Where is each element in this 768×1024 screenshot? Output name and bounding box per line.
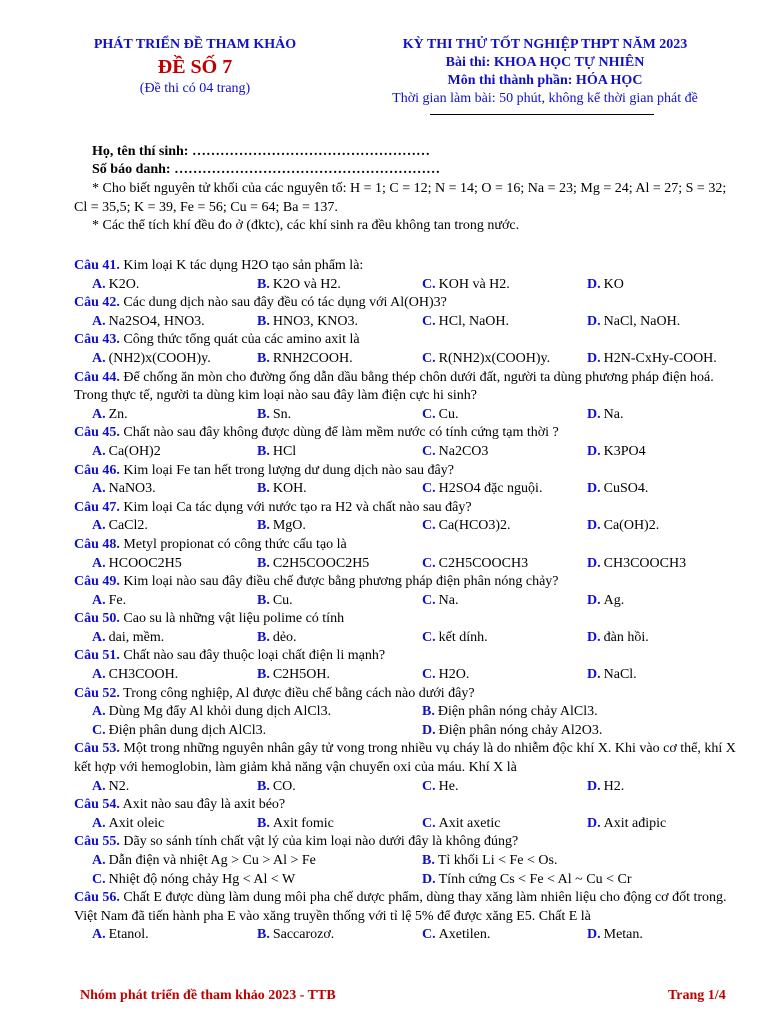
option-text: CH3COOH. xyxy=(108,667,179,683)
option-text: Na. xyxy=(438,592,459,608)
options-row xyxy=(74,555,736,574)
question-block xyxy=(74,294,736,331)
option-letter: D. xyxy=(587,350,601,366)
answer-option xyxy=(239,406,404,425)
option-text: H2O. xyxy=(438,667,470,683)
option-letter: B. xyxy=(257,927,270,943)
option-text: NaNO3. xyxy=(108,481,156,497)
answer-option xyxy=(404,629,569,648)
answer-option xyxy=(569,350,734,369)
option-text: H2N-CxHy-COOH. xyxy=(603,350,717,366)
option-letter: D. xyxy=(587,555,601,571)
answer-option xyxy=(74,926,239,945)
question-number: Câu 47. xyxy=(74,499,120,515)
option-letter: B. xyxy=(257,592,270,608)
exam-title: KỲ THI THỬ TỐT NGHIỆP THPT NĂM 2023 xyxy=(402,37,688,52)
option-text: CaCl2. xyxy=(108,518,148,534)
question-text: Kim loại Ca tác dụng với nước tạo ra H2 và chất nào sau đây? xyxy=(119,499,472,515)
answer-option xyxy=(404,276,569,295)
answer-option xyxy=(404,666,569,685)
option-text: dai, mềm. xyxy=(108,629,165,645)
question-block xyxy=(74,499,736,536)
answer-option xyxy=(239,778,404,797)
question-text: Cao su là những vật liệu polime có tính xyxy=(119,611,345,627)
options-row xyxy=(74,592,736,611)
question-text: Để chống ăn mòn cho đường ống dẫn dầu bằng thép chôn dưới đất, người ta dùng phương pháp điện hoá. Trong thực tế, người ta dùng kim loại nào sau đây làm điện cực hi sinh? xyxy=(74,369,714,404)
answer-option xyxy=(239,926,404,945)
option-letter: B. xyxy=(257,778,270,794)
option-text: Điện phân nóng chảy AlCl3. xyxy=(437,704,598,720)
exam-number-title: ĐỀ SỐ 7 xyxy=(157,56,233,78)
option-letter: C. xyxy=(422,667,436,683)
question-stem xyxy=(74,647,736,666)
question-text: Các dung dịch nào sau đây đều có tác dụng với Al(OH)3? xyxy=(119,295,447,311)
question-number: Câu 51. xyxy=(74,648,120,664)
question-stem xyxy=(74,833,736,852)
answer-option xyxy=(404,517,569,536)
option-letter: B. xyxy=(257,406,270,422)
question-stem xyxy=(74,462,736,481)
exam-subject: Bài thi: KHOA HỌC TỰ NHIÊN xyxy=(445,55,645,70)
question-text: Chất nào sau đây thuộc loại chất điện li mạnh? xyxy=(119,648,386,664)
option-text: Ca(OH)2 xyxy=(108,443,161,459)
answer-option xyxy=(239,629,404,648)
option-text: dẻo. xyxy=(272,629,297,645)
option-letter: D. xyxy=(587,592,601,608)
option-letter: C. xyxy=(422,927,436,943)
option-text: Axit oleic xyxy=(108,815,165,831)
question-block xyxy=(74,573,736,610)
option-letter: D. xyxy=(587,778,601,794)
option-letter: D. xyxy=(587,443,601,459)
answer-option xyxy=(74,703,404,722)
answer-option xyxy=(239,592,404,611)
answer-option xyxy=(404,852,734,871)
option-letter: B. xyxy=(257,481,270,497)
option-letter: B. xyxy=(257,443,270,459)
option-text: Axetilen. xyxy=(438,927,491,943)
option-text: Na2CO3 xyxy=(438,443,489,459)
answer-option xyxy=(569,313,734,332)
question-text: Metyl propionat có công thức cấu tạo là xyxy=(119,536,347,552)
answer-option xyxy=(569,555,734,574)
option-letter: D. xyxy=(587,313,601,329)
option-text: KOH. xyxy=(272,481,307,497)
answer-option xyxy=(74,276,239,295)
options-row xyxy=(74,406,736,425)
footer-group-name: Nhóm phát triển đề tham khảo 2023 - TTB xyxy=(80,988,336,1003)
option-text: KO xyxy=(603,276,624,292)
source-label: PHÁT TRIỂN ĐỀ THAM KHẢO xyxy=(93,37,297,52)
answer-option xyxy=(239,350,404,369)
option-letter: A. xyxy=(92,555,106,571)
answer-option xyxy=(404,871,734,890)
option-letter: C. xyxy=(422,481,436,497)
question-number: Câu 48. xyxy=(74,536,120,552)
answer-option xyxy=(239,276,404,295)
question-block xyxy=(74,369,736,425)
option-text: R(NH2)x(COOH)y. xyxy=(438,350,551,366)
option-text: Etanol. xyxy=(108,927,149,943)
answer-option xyxy=(74,592,239,611)
answer-option xyxy=(74,815,239,834)
question-number: Câu 56. xyxy=(74,890,120,906)
footer-page-number: Trang 1/4 xyxy=(668,988,726,1003)
option-letter: A. xyxy=(92,313,106,329)
answer-option xyxy=(404,350,569,369)
question-stem xyxy=(74,573,736,592)
question-text: Một trong những nguyên nhân gây tử vong trong nhiều vụ cháy là do nhiễm độc khí X. Khi vào cơ thể, khí X kết hợp với hemoglobin, làm giảm khả năng vận chuyển oxi của máu. Khí X là xyxy=(74,741,736,776)
option-text: CH3COOCH3 xyxy=(603,555,687,571)
option-letter: A. xyxy=(92,667,106,683)
question-stem xyxy=(74,685,736,704)
option-letter: D. xyxy=(587,481,601,497)
option-letter: C. xyxy=(422,518,436,534)
option-text: K2O và H2. xyxy=(272,276,341,292)
answer-option xyxy=(74,778,239,797)
answer-option xyxy=(404,313,569,332)
option-letter: A. xyxy=(92,778,106,794)
option-letter: C. xyxy=(422,406,436,422)
option-letter: B. xyxy=(257,313,270,329)
options-row xyxy=(74,703,736,722)
candidate-number-field: Số báo danh: ………………………………………………… xyxy=(92,162,441,177)
option-letter: C. xyxy=(422,276,436,292)
option-text: K3PO4 xyxy=(603,443,646,459)
option-letter: A. xyxy=(92,629,106,645)
option-letter: A. xyxy=(92,350,106,366)
question-stem xyxy=(74,740,736,777)
answer-option xyxy=(404,592,569,611)
question-stem xyxy=(74,889,736,926)
option-letter: A. xyxy=(92,481,106,497)
answer-option xyxy=(74,666,239,685)
option-letter: B. xyxy=(257,518,270,534)
option-letter: D. xyxy=(587,629,601,645)
question-text: Công thức tổng quát của các amino axit là xyxy=(119,332,360,348)
option-text: đàn hồi. xyxy=(603,629,649,645)
option-text: HCOOC2H5 xyxy=(108,555,182,571)
question-number: Câu 43. xyxy=(74,332,120,348)
question-number: Câu 52. xyxy=(74,685,120,701)
page-count-note: (Đề thi có 04 trang) xyxy=(139,81,251,96)
answer-option xyxy=(74,871,404,890)
option-letter: C. xyxy=(92,871,106,887)
question-block xyxy=(74,685,736,741)
header-right xyxy=(350,36,740,108)
option-text: HCl xyxy=(272,443,297,459)
answer-option xyxy=(74,480,239,499)
question-block xyxy=(74,257,736,294)
question-number: Câu 46. xyxy=(74,462,120,478)
answer-option xyxy=(74,852,404,871)
question-stem xyxy=(74,424,736,443)
option-text: Fe. xyxy=(108,592,127,608)
candidate-name-field: Họ, tên thí sinh: …………………………………………… xyxy=(92,144,430,159)
option-text: H2SO4 đặc nguội. xyxy=(438,481,543,497)
options-row xyxy=(74,926,736,945)
options-row xyxy=(74,443,736,462)
question-text: Chất nào sau đây không được dùng để làm mềm nước có tính cứng tạm thời ? xyxy=(119,425,559,441)
option-letter: C. xyxy=(422,629,436,645)
answer-option xyxy=(569,406,734,425)
option-letter: C. xyxy=(422,592,436,608)
option-letter: D. xyxy=(422,722,436,738)
option-letter: A. xyxy=(92,853,106,868)
option-text: Axit fomic xyxy=(272,815,334,831)
header-left xyxy=(60,36,330,98)
option-letter: C. xyxy=(92,722,106,738)
options-row xyxy=(74,871,736,890)
question-block xyxy=(74,610,736,647)
answer-option xyxy=(74,629,239,648)
atomic-mass-note: * Cho biết nguyên tử khối của các nguyên tố: H = 1; C = 12; N = 14; O = 16; Na = 23; Mg = 24; Al = 27; S = 32; Cl = 35,5; K = 39, Fe = 56; Cu = 64; Ba = 137. xyxy=(74,181,727,215)
header-underline xyxy=(430,114,654,115)
option-letter: A. xyxy=(92,592,106,608)
option-text: NaCl, NaOH. xyxy=(603,313,681,329)
question-number: Câu 55. xyxy=(74,834,120,850)
option-text: CuSO4. xyxy=(603,481,649,497)
exam-duration: Thời gian làm bài: 50 phút, không kể thời gian phát đề xyxy=(392,91,698,106)
question-block xyxy=(74,740,736,796)
answer-option xyxy=(74,406,239,425)
option-letter: D. xyxy=(587,815,601,831)
option-text: KOH và H2. xyxy=(438,276,510,292)
answer-option xyxy=(569,480,734,499)
answer-option xyxy=(239,480,404,499)
answer-option xyxy=(404,815,569,834)
option-text: Na. xyxy=(603,406,624,422)
question-number: Câu 45. xyxy=(74,425,120,441)
options-row xyxy=(74,666,736,685)
option-letter: C. xyxy=(422,778,436,794)
options-row xyxy=(74,480,736,499)
question-block xyxy=(74,796,736,833)
answer-option xyxy=(74,722,404,741)
option-text: Na2SO4, HNO3. xyxy=(108,313,205,329)
question-text: Axit nào sau đây là axit béo? xyxy=(119,797,286,813)
question-stem xyxy=(74,294,736,313)
answer-option xyxy=(569,276,734,295)
question-text: Dãy so sánh tính chất vật lý của kim loại nào dưới đây là không đúng? xyxy=(119,834,519,850)
option-letter: D. xyxy=(587,927,601,943)
option-text: kết dính. xyxy=(438,629,488,645)
option-text: C2H5COOCH3 xyxy=(438,555,529,571)
option-text: Điện phân nóng chảy Al2O3. xyxy=(438,722,603,738)
options-row xyxy=(74,815,736,834)
option-text: HCl, NaOH. xyxy=(438,313,510,329)
question-number: Câu 54. xyxy=(74,797,120,813)
question-number: Câu 44. xyxy=(74,369,120,385)
option-letter: A. xyxy=(92,927,106,943)
option-text: Điện phân dung dịch AlCl3. xyxy=(108,722,267,738)
question-block xyxy=(74,536,736,573)
answer-option xyxy=(569,666,734,685)
options-row xyxy=(74,629,736,648)
options-row xyxy=(74,722,736,741)
option-text: RNH2COOH. xyxy=(272,350,353,366)
option-text: Tỉ khối Li < Fe < Os. xyxy=(437,853,558,868)
question-block xyxy=(74,647,736,684)
answer-option xyxy=(569,517,734,536)
answer-option xyxy=(569,443,734,462)
question-number: Câu 42. xyxy=(74,295,120,311)
question-list xyxy=(74,257,736,945)
answer-option xyxy=(239,815,404,834)
options-row xyxy=(74,778,736,797)
answer-option xyxy=(74,517,239,536)
option-text: MgO. xyxy=(272,518,306,534)
question-block xyxy=(74,889,736,945)
option-letter: B. xyxy=(422,704,435,720)
question-block xyxy=(74,424,736,461)
option-text: Metan. xyxy=(603,927,643,943)
option-text: Cu. xyxy=(272,592,293,608)
question-stem xyxy=(74,331,736,350)
answer-option xyxy=(239,666,404,685)
option-letter: C. xyxy=(422,815,436,831)
option-letter: C. xyxy=(422,350,436,366)
option-letter: B. xyxy=(257,815,270,831)
options-row xyxy=(74,313,736,332)
option-text: H2. xyxy=(603,778,625,794)
answer-option xyxy=(74,555,239,574)
option-text: Cu. xyxy=(438,406,459,422)
option-letter: D. xyxy=(587,518,601,534)
option-letter: B. xyxy=(422,853,435,868)
answer-option xyxy=(569,592,734,611)
option-text: Dùng Mg đẩy Al khỏi dung dịch AlCl3. xyxy=(108,704,332,720)
option-text: Axit ađipic xyxy=(603,815,667,831)
answer-option xyxy=(404,703,734,722)
question-text: Trong công nghiệp, Al được điều chế bằng cách nào dưới đây? xyxy=(119,685,475,701)
option-text: Saccarozơ. xyxy=(272,927,335,943)
answer-option xyxy=(404,778,569,797)
question-stem xyxy=(74,257,736,276)
question-block xyxy=(74,331,736,368)
option-text: Sn. xyxy=(272,406,292,422)
option-letter: A. xyxy=(92,704,106,720)
exam-notes xyxy=(74,180,734,236)
option-text: He. xyxy=(438,778,459,794)
question-stem xyxy=(74,369,736,406)
answer-option xyxy=(569,778,734,797)
question-text: Kim loại nào sau đây điều chế được bằng phương pháp điện phân nóng chảy? xyxy=(119,574,559,590)
question-number: Câu 50. xyxy=(74,611,120,627)
answer-option xyxy=(404,555,569,574)
question-number: Câu 53. xyxy=(74,741,120,757)
option-text: HNO3, KNO3. xyxy=(272,313,359,329)
option-letter: A. xyxy=(92,276,106,292)
answer-option xyxy=(404,406,569,425)
question-stem xyxy=(74,499,736,518)
option-letter: C. xyxy=(422,443,436,459)
option-letter: A. xyxy=(92,443,106,459)
option-text: Ca(OH)2. xyxy=(603,518,660,534)
answer-option xyxy=(404,722,734,741)
answer-option xyxy=(404,480,569,499)
option-text: N2. xyxy=(108,778,130,794)
option-text: Dẫn điện và nhiệt Ag > Cu > Al > Fe xyxy=(108,853,316,868)
option-text: CO. xyxy=(272,778,296,794)
answer-option xyxy=(239,555,404,574)
question-text: Kim loại Fe tan hết trong lượng dư dung dịch nào sau đây? xyxy=(119,462,454,478)
answer-option xyxy=(74,313,239,332)
gas-volume-note: * Các thể tích khí đều đo ở (đktc), các khí sinh ra đều không tan trong nước. xyxy=(92,218,520,233)
answer-option xyxy=(239,517,404,536)
option-letter: D. xyxy=(587,276,601,292)
option-text: Tính cứng Cs < Fe < Al ~ Cu < Cr xyxy=(438,871,632,887)
option-letter: A. xyxy=(92,518,106,534)
question-number: Câu 41. xyxy=(74,258,120,273)
answer-option xyxy=(239,443,404,462)
option-text: Ag. xyxy=(603,592,625,608)
option-letter: C. xyxy=(422,555,436,571)
question-text: Kim loại K tác dụng H2O tạo sản phẩm là: xyxy=(119,258,364,273)
option-letter: A. xyxy=(92,815,106,831)
answer-option xyxy=(569,926,734,945)
option-letter: B. xyxy=(257,667,270,683)
answer-option xyxy=(569,815,734,834)
question-block xyxy=(74,462,736,499)
option-letter: B. xyxy=(257,555,270,571)
option-text: Zn. xyxy=(108,406,128,422)
option-text: Axit axetic xyxy=(438,815,501,831)
answer-option xyxy=(74,443,239,462)
option-text: Nhiệt độ nóng chảy Hg < Al < W xyxy=(108,871,296,887)
exam-component: Môn thi thành phần: HÓA HỌC xyxy=(447,73,643,88)
option-text: (NH2)x(COOH)y. xyxy=(108,350,211,366)
option-text: C2H5COOC2H5 xyxy=(272,555,370,571)
answer-option xyxy=(404,443,569,462)
options-row xyxy=(74,276,736,295)
answer-option xyxy=(74,350,239,369)
option-letter: C. xyxy=(422,313,436,329)
option-letter: D. xyxy=(587,667,601,683)
answer-option xyxy=(404,926,569,945)
option-text: K2O. xyxy=(108,276,140,292)
option-text: C2H5OH. xyxy=(272,667,331,683)
question-number: Câu 49. xyxy=(74,574,120,590)
question-text: Chất E được dùng làm dung môi pha chế dược phẩm, dùng thay xăng làm nhiên liệu cho động cơ đốt trong. Việt Nam đã tiến hành pha E vào xăng truyền thống với tỉ lệ 5% để được xăng E5. Chất E là xyxy=(74,890,727,924)
question-block xyxy=(74,833,736,889)
answer-option xyxy=(569,629,734,648)
option-text: NaCl. xyxy=(603,667,637,683)
options-row xyxy=(74,350,736,369)
answer-option xyxy=(239,313,404,332)
option-letter: B. xyxy=(257,276,270,292)
question-stem xyxy=(74,536,736,555)
question-stem xyxy=(74,796,736,815)
options-row xyxy=(74,517,736,536)
option-letter: A. xyxy=(92,406,106,422)
option-text: Ca(HCO3)2. xyxy=(438,518,511,534)
option-letter: D. xyxy=(587,406,601,422)
option-letter: B. xyxy=(257,629,270,645)
option-letter: B. xyxy=(257,350,270,366)
question-stem xyxy=(74,610,736,629)
option-letter: D. xyxy=(422,871,436,887)
options-row xyxy=(74,852,736,871)
